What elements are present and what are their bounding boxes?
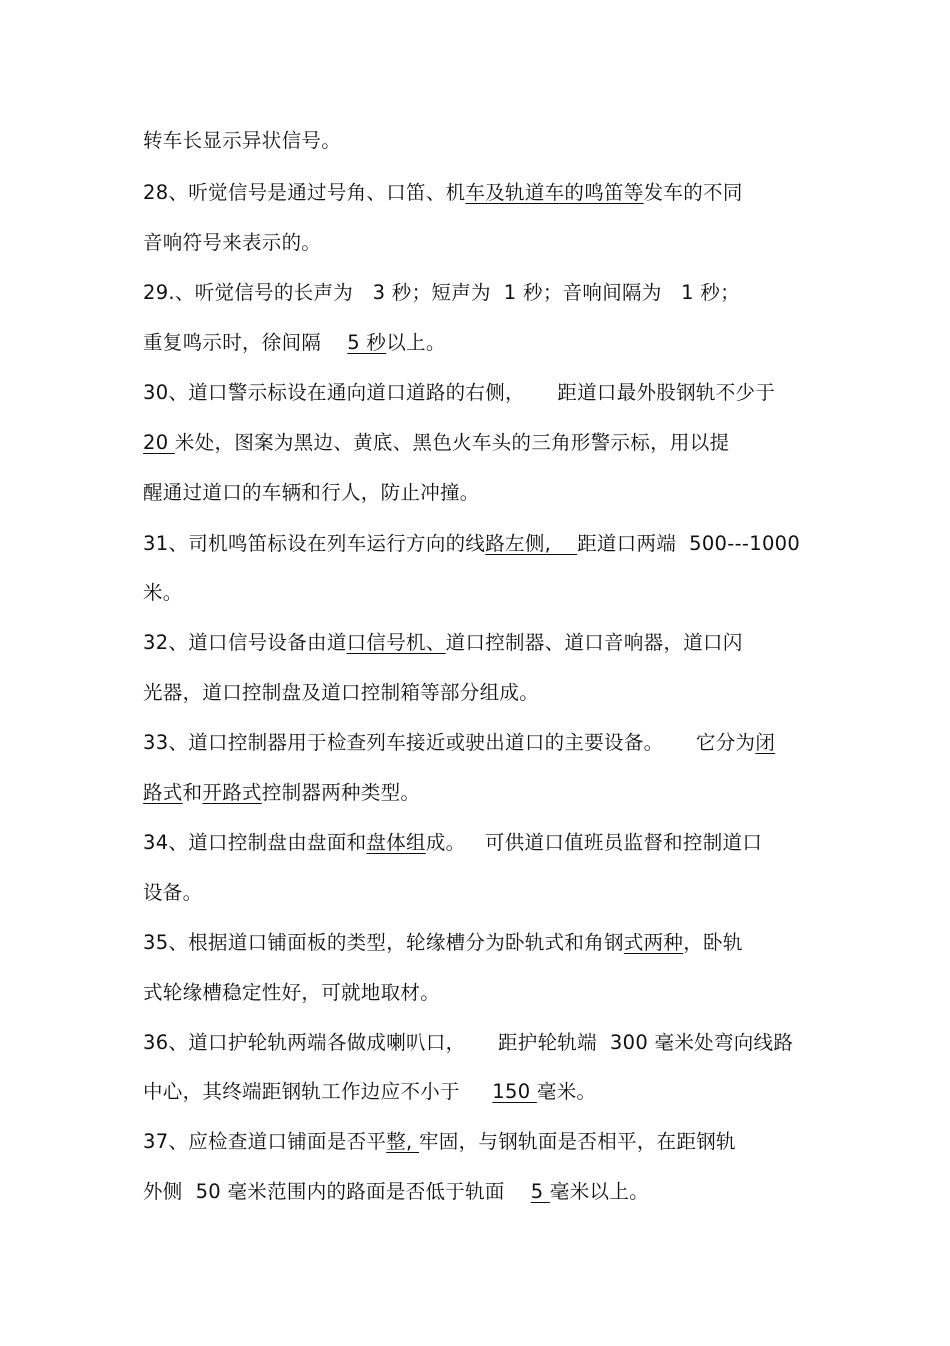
text: 发车的不同 (643, 181, 743, 204)
underlined-answer: 式两种 (623, 931, 684, 954)
text: 音响符号来表示的。 (143, 231, 322, 254)
text: 式轮缘槽稳定性好，可就地取材。 (143, 981, 441, 1004)
text-line (143, 730, 775, 756)
text-line (143, 780, 420, 806)
text: 米处，图案为黑边、黄底、黑色火车头的三角形警示标，用以提 (174, 431, 730, 454)
underlined-answer: 5 (530, 1180, 550, 1203)
text: 重复鸣示时，徐间隔 (143, 331, 348, 354)
underlined-answer: 20 (143, 431, 175, 454)
text-line (143, 680, 539, 706)
text: 光器，道口控制盘及道口控制箱等部分组成。 (143, 681, 540, 704)
text: 外侧 50 毫米范围内的路面是否低于轨面 (143, 1180, 531, 1203)
text: 中心，其终端距钢轨工作边应不小于 (143, 1080, 493, 1103)
text: 控制器两种类型。 (261, 781, 421, 804)
text: 33、道口控制器用于检查列车接近或驶出道口的主要设备。 它分为 (143, 731, 756, 754)
underlined-answer: 车及轨道车的鸣笛等 (465, 181, 644, 204)
text: 34、道口控制盘由盘面和 (143, 831, 367, 854)
text-line (143, 180, 743, 206)
underlined-answer: 路式 (143, 781, 183, 804)
text: 距道口两端 500---1000 (577, 532, 801, 555)
text: ，卧轨 (683, 931, 743, 954)
text: 设备。 (143, 881, 203, 904)
text-line (143, 1129, 736, 1155)
underlined-answer: 整, (386, 1130, 420, 1153)
text: 成。 可供道口值班员监督和控制道口 (425, 831, 763, 854)
text-line (143, 880, 202, 906)
text: 36、道口护轮轨两端各做成喇叭口， 距护轮轨端 300 毫米处弯向线路 (143, 1031, 794, 1054)
text-line (143, 128, 341, 154)
underlined-answer: 盘体组 (366, 831, 426, 854)
text: 转车长显示异状信号。 (143, 129, 342, 152)
text: 毫米。 (536, 1080, 597, 1103)
text: 醒通过道口的车辆和行人，防止冲撞。 (143, 481, 480, 504)
underlined-answer: 5 秒 (347, 331, 387, 354)
text-line (143, 430, 729, 456)
underlined-answer: 路左侧, (485, 532, 578, 555)
text-line (143, 930, 743, 956)
text-line (143, 630, 743, 656)
text: 31、司机鸣笛标设在列车运行方向的线 (143, 532, 486, 555)
text: 以上。 (386, 331, 446, 354)
text: 30、道口警示标设在通向道口道路的右侧， 距道口最外股钢轨不少于 (143, 381, 776, 404)
text-line (143, 580, 183, 606)
text: 35、根据道口铺面板的类型，轮缘槽分为卧轨式和角钢 (143, 931, 624, 954)
underlined-answer: 150 (492, 1080, 537, 1103)
text-line (143, 1179, 649, 1205)
text-line (143, 480, 480, 506)
text-line (143, 980, 440, 1006)
text: 牢固，与钢轨面是否相平，在距钢轨 (419, 1130, 736, 1153)
text: 道口控制器、道口音响器，道口闪 (445, 631, 743, 654)
text-line (143, 1079, 596, 1105)
text: 32、道口信号设备由道 (143, 631, 347, 654)
underlined-answer: 开路式 (202, 781, 262, 804)
text-line (143, 830, 762, 856)
underlined-answer: 口信号机、 (346, 631, 446, 654)
text-line (143, 330, 446, 356)
text-line (143, 280, 740, 306)
text: 毫米以上。 (549, 1180, 649, 1203)
text-line (143, 531, 800, 557)
text: 米。 (143, 581, 183, 604)
text-line (143, 1030, 793, 1056)
text: 29.、听觉信号的长声为 3 秒；短声为 1 秒；音响间隔为 1 秒； (143, 281, 740, 304)
text-line (143, 380, 775, 406)
text: 37、应检查道口铺面是否平 (143, 1130, 387, 1153)
text: 28、听觉信号是通过号角、口笛、机 (143, 181, 466, 204)
text: 和 (182, 781, 203, 804)
underlined-answer: 闭 (755, 731, 776, 754)
text-line (143, 230, 321, 256)
